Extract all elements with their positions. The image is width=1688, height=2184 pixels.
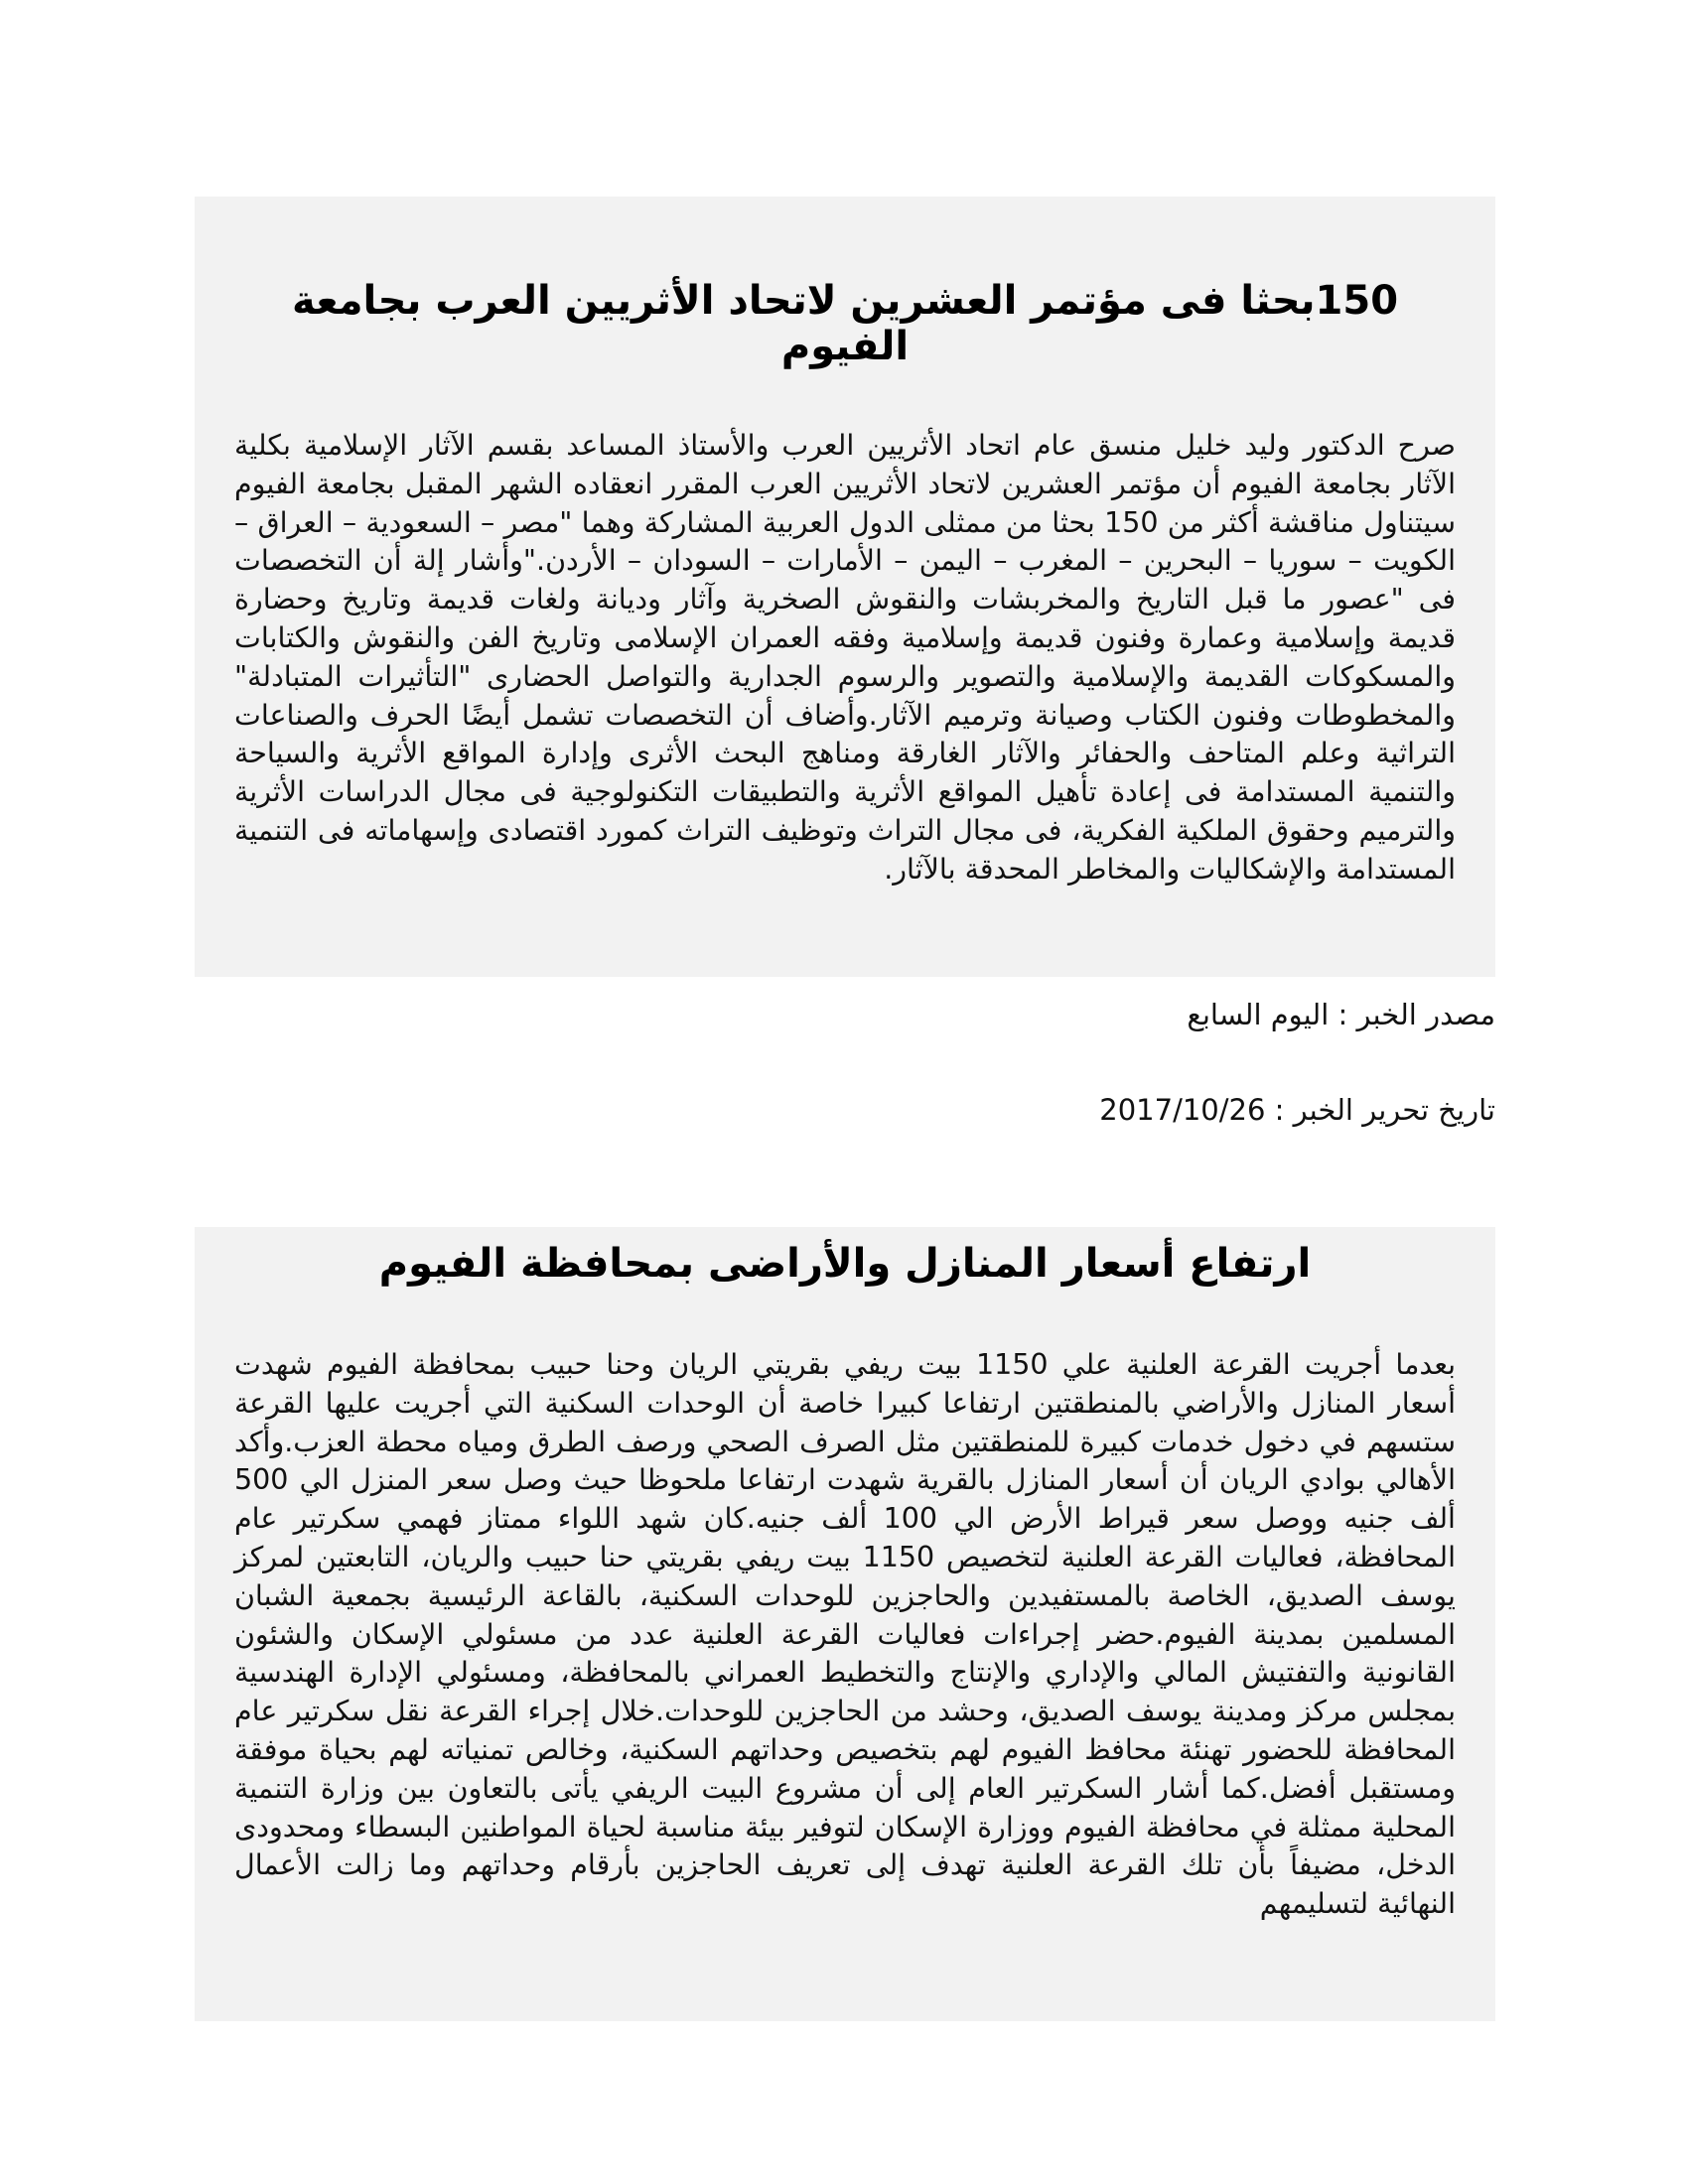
article-2-title: ارتفاع أسعار المنازل والأراضى بمحافظة الفيوم [378, 1241, 1312, 1287]
article-2-body: بعدما أجريت القرعة العلنية علي 1150 بيت ريفي بقريتي الريان وحنا حبيب بمحافظة الفيوم شهدت أسعار المنازل والأراضي بالمنطقتين ارتفاعا كبيرا خاصة أن الوحدات السكنية التي أجريت عليها القرعة ستسهم في دخول خدمات كبيرة للمنطقتين مثل الصرف الصحي ورصف الطرق ومياه محطة العزب.وأكد الأهالي بوادي الريان أن أسعار المنازل بالقرية شهدت ارتفاعا ملحوظا حيث وصل سعر المنزل الي 500 ألف جنيه ووصل سعر قيراط الأرض الي 100 ألف جنيه.كان شهد اللواء ممتاز فهمي سكرتير عام المحافظة، فعاليات القرعة العلنية لتخصيص 1150 بيت ريفي بقريتي حنا حبيب والريان، التابعتين لمركز يوسف الصديق، الخاصة بالمستفيدين والحاجزين للوحدات السكنية، بالقاعة الرئيسية بجمعية الشبان المسلمين بمدينة الفيوم.حضر إجراءات فعاليات القرعة العلنية عدد من مسئولي الإسكان والشئون القانونية والتفتيش المالي والإداري والإنتاج والتخطيط العمراني بالمحافظة، ومسئولي الإدارة الهندسية بمجلس مركز ومدينة يوسف الصديق، وحشد من الحاجزين للوحدات.خلال إجراء القرعة نقل سكرتير عام المحافظة للحضور تهنئة محافظ الفيوم لهم بتخصيص وحداتهم السكنية، وخالص تمنياته لهم بحياة موفقة ومستقبل أفضل.كما أشار السكرتير العام إلى أن مشروع البيت الريفي يأتى بالتعاون بين وزارة التنمية المحلية ممثلة في محافظة الفيوم ووزارة الإسكان لتوفير بيئة مناسبة لحياة المواطنين البسطاء ومحدودى الدخل، مضيفاً بأن تلك القرعة العلنية تهدف إلى تعريف الحاجزين بأرقام وحداتهم وما زالت الأعمال النهائية لتسليمهم [234, 1348, 1456, 1921]
article-1-body: صرح الدكتور وليد خليل منسق عام اتحاد الأثريين العرب والأستاذ المساعد بقسم الآثار الإسلامية بكلية الآثار بجامعة الفيوم أن مؤتمر العشرين لاتحاد الأثريين العرب المقرر انعقاده الشهر المقبل بجامعة الفيوم سيتناول مناقشة أكثر من 150 بحثا من ممثلى الدول العربية المشاركة وهما "مصر – السعودية – العراق – الكويت – سوريا – البحرين – المغرب – اليمن – الأمارات – السودان – الأردن."وأشار إلة أن التخصصات فى "عصور ما قبل التاريخ والمخربشات والنقوش الصخرية وآثار وديانة ولغات قديمة وتاريخ وحضارة قديمة وإسلامية وعمارة وفنون قديمة وإسلامية وفقه العمران الإسلامى وتاريخ الفن والنقوش والكتابات والمسكوكات القديمة والإسلامية والتصوير والرسوم الجدارية والتواصل الحضارى "التأثيرات المتبادلة" والمخطوطات وفنون الكتاب وصيانة وترميم الآثار.وأضاف أن التخصصات تشمل أيضًا الحرف والصناعات التراثية وعلم المتاحف والحفائر والآثار الغارقة ومناهج البحث الأثرى وإدارة المواقع الأثرية والسياحة والتنمية المستدامة فى إعادة تأهيل المواقع الأثرية والتطبيقات التكنولوجية فى مجال الدراسات الأثرية والترميم وحقوق الملكية الفكرية، فى مجال التراث وتوظيف التراث كمورد اقتصادى وإسهاماته فى التنمية المستدامة والإشكاليات والمخاطر المحدقة بالآثار. [234, 429, 1456, 886]
news-source: مصدر الخبر : اليوم السابع [1187, 998, 1495, 1031]
article-1-title: 150بحثا فى مؤتمر العشرين لاتحاد الأثريين العرب بجامعة الفيوم [291, 278, 1399, 369]
article-2 [195, 1227, 1495, 2021]
news-date: تاريخ تحرير الخبر : 2017/10/26 [1099, 1093, 1495, 1127]
article-1 [195, 197, 1495, 977]
